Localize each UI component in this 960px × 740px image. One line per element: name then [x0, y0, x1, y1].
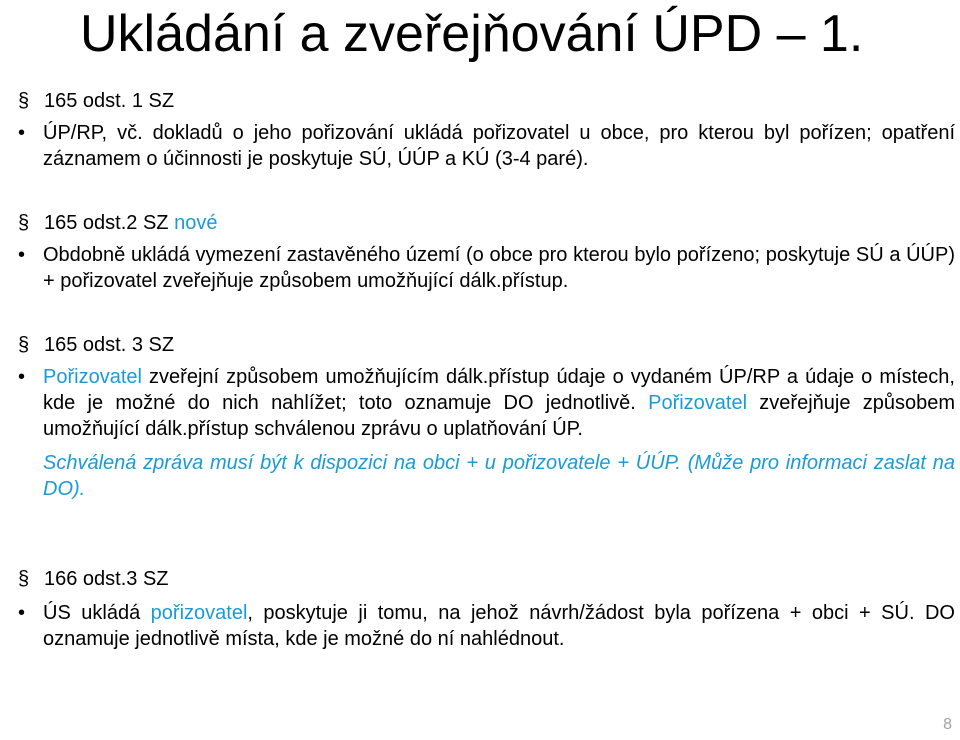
bullet-text: ÚP/RP, vč. dokladů o jeho pořizování ukládá pořizovatel u obce, pro kterou byl pořízen; opatření záznamem o účinnosti je poskytuje SÚ, ÚÚP a KÚ (3-4 paré). [43, 122, 955, 170]
bullet-icon: • [18, 602, 26, 624]
page-number: 8 [943, 716, 952, 733]
bullet-lead: Pořizovatel [43, 366, 142, 388]
section-symbol: § [18, 212, 30, 234]
section-heading-2 [18, 210, 960, 236]
bullet-icon: • [18, 366, 26, 388]
bullet-blue-word: pořizovatel [150, 602, 248, 624]
section-symbol: § [18, 334, 30, 356]
bullet-text [43, 600, 955, 652]
section-symbol: § [18, 568, 30, 590]
bullet-item-1 [0, 120, 960, 176]
bullet-text: Obdobně ukládá vymezení zastavěného území (o obce pro kterou bylo pořízeno; poskytuje SÚ a ÚÚP) + pořizovatel zveřejňuje způsobem umožňující dálk.přístup. [43, 244, 955, 292]
bullet-segment: zveřejňuje způsobem umožňující dálk.přístup schválenou zprávu o uplatňování ÚP. [43, 392, 955, 440]
bullet-icon: • [18, 244, 26, 266]
bullet-segment: ÚS ukládá [43, 602, 151, 624]
bullet-item-3 [0, 364, 960, 534]
bullet-segment: , poskytuje ji tomu, na jehož návrh/žádost byla pořízena + obci + SÚ. DO oznamuje jednotlivě místa, kde je možné do ní nahlédnout. [43, 602, 955, 650]
section-heading-note: nové [168, 212, 218, 234]
bullet-item-2 [0, 242, 960, 298]
section-heading-text: 166 odst.3 SZ [44, 568, 169, 590]
bullet-text [43, 364, 955, 502]
bullet-item-4 [0, 600, 960, 656]
bullet-lead-2: Pořizovatel [648, 392, 748, 414]
section-heading-3 [18, 332, 960, 358]
slide-title: Ukládání a zveřejňování ÚPD – 1. [80, 5, 864, 63]
section-heading-text: 165 odst. 3 SZ [44, 334, 175, 356]
section-heading-1 [18, 88, 960, 114]
section-heading-4 [18, 566, 960, 592]
section-heading-text: 165 odst. 1 SZ [44, 90, 175, 112]
section-heading-text: 165 odst.2 SZ [44, 212, 169, 234]
section-symbol: § [18, 90, 30, 112]
bullet-icon: • [18, 122, 26, 144]
bullet-italic-note: Schválená zpráva musí být k dispozici na obci + u pořizovatele + ÚÚP. (Může pro informaci zaslat na DO). [43, 452, 955, 500]
bullet-segment: zveřejní způsobem umožňujícím dálk.přístup údaje o vydaném ÚP/RP a údaje o místech, kde je možné do nich nahlížet; toto oznamuje DO jednotlivě. [43, 366, 955, 414]
